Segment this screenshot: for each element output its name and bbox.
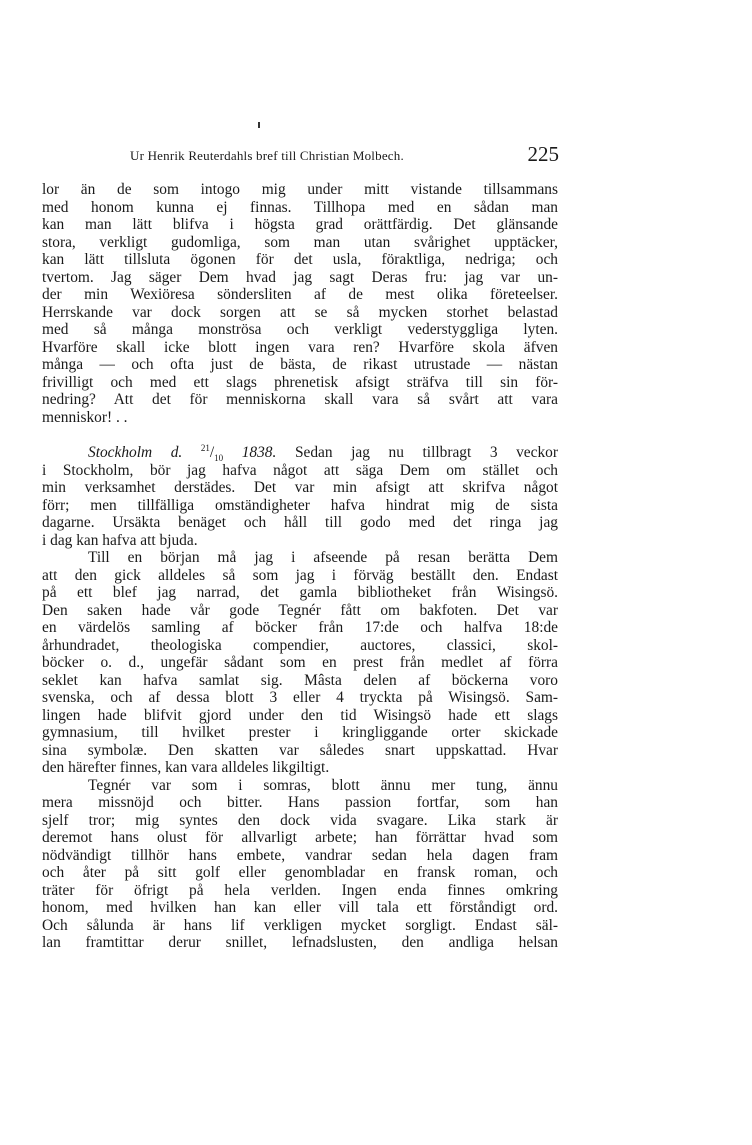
dateline-year: 1838. (241, 444, 277, 461)
text-line: lor än de som intogo mig under mitt vistande tillsammans (42, 181, 558, 198)
text-line: träter för öfrigt på hela verlden. Ingen enda finnes omkring (42, 881, 558, 899)
text-line: kan man lätt blifva i högsta grad orättfärdig. Det glänsande (42, 216, 558, 233)
text-line: Och sålunda är hans lif verkligen mycket sorgligt. Endast säl- (42, 916, 558, 934)
text-line: frivilligt och med ett slags phrenetisk afsigt sträfva till sin för- (42, 373, 558, 391)
text-line: på ett blef jag narrad, det gamla bibliotheket från Wisingsö. (42, 584, 558, 601)
body-text (42, 181, 558, 952)
text-line: många — och ofta just de bästa, de rikast utrustade — nästan (42, 356, 558, 373)
paragraph-2 (42, 462, 558, 550)
page-number: 225 (527, 142, 559, 166)
text-line: Tegnér var som i somras, blott ännu mer tung, ännu (88, 776, 558, 794)
text-line: böcker o. d., ungefär sådant som en prest från medlet af förra (42, 654, 558, 671)
text-line: dagarne. Ursäkta benäget och håll till godo med det ringa jag (42, 514, 558, 531)
text-line: tvertom. Jag säger Dem hvad jag sagt Deras fru: jag var un- (42, 268, 558, 286)
dateline-month: 10 (214, 453, 224, 462)
text-line: den härefter finnes, kan vara alldeles likgiltigt. (42, 759, 330, 776)
text-line: menniskor! . . (42, 408, 128, 426)
paragraph-1 (42, 181, 558, 426)
paragraph-3 (42, 549, 558, 777)
text-line: gymnasium, till hvilket prester i kringliggande orter skickade (42, 724, 558, 741)
text-line: deremot hans olust för allvarligt arbete; han förrättar hvad som (42, 829, 558, 846)
text-line: med så många monströsa och verkligt vederstyggliga lyten. (42, 321, 558, 338)
dateline: Stockholm d. $^{21}/_{10}$ 1838. Sedan jag nu tillbragt 3 veckor (88, 444, 558, 462)
text-line: honom, med hvilken han kan eller vill tala ett förståndigt ord. (42, 899, 558, 916)
paragraph-gap (42, 426, 558, 444)
text-line: att den gick alldeles så som jag i förväg beställt den. Endast (42, 566, 558, 584)
text-line: lan framtittar derur snillet, lefnadslusten, den andliga helsan (42, 934, 558, 951)
text-line: Hvarföre skall icke blott ingen vara ren? Hvarföre skola äfven (42, 338, 558, 356)
text-line: nödvändigt tillhör hans embete, vandrar sedan hela dagen fram (42, 846, 558, 864)
text-line: der min Wexiöresa söndersliten af de mest olika företeelser. (42, 286, 558, 303)
text-line: sjelf tror; mig syntes den dock vida svagare. Lika stark är (42, 811, 558, 829)
text-line: min verksamhet derstädes. Det var min afsigt att skrifva något (42, 479, 558, 496)
text-line: i dag kan hafva att bjuda. (42, 531, 198, 549)
text-line: förr; men tillfälliga omständigheter hafva hindrat mig de sista (42, 496, 558, 514)
text-line: i Stockholm, bör jag hafva något att säga Dem om stället och (42, 461, 558, 479)
text-line: seklet kan hafva samlat sig. Mâsta delen af böckerna voro (42, 671, 558, 689)
text-line: en värdelös samling af böcker från 17:de och halfva 18:de (42, 619, 558, 636)
text-line: nedring? Att det för menniskorna skall vara så svårt att vara (42, 391, 558, 408)
running-title: Ur Henrik Reuterdahls bref till Christian Molbech. (130, 148, 404, 163)
text-line: sina symbolæ. Den skatten var således snart uppskattad. Hvar (42, 741, 558, 759)
text-line: och åter på sitt golf eller genombladar en fransk roman, och (42, 864, 558, 881)
text-line: med honom kunna ej finnas. Tillhopa med en sådan man (42, 198, 558, 216)
text-line: kan lätt tillsluta ögonen för det usla, föraktliga, nedriga; och (42, 251, 558, 268)
paragraph-4 (42, 777, 558, 952)
text-line: Den saken hade vår gode Tegnér fått om bakfoten. Det var (42, 601, 558, 619)
text-line: Till en början må jag i afseende på resan berätta Dem (88, 549, 558, 566)
dateline-text: Sedan jag nu tillbragt 3 veckor (294, 444, 558, 461)
text-line: Herrskande var dock sorgen att se så mycken storhet belastad (42, 303, 558, 321)
text-line: stora, verkligt gudomliga, som man utan svårighet upptäcker, (42, 233, 558, 251)
dateline-day: 21 (200, 444, 210, 453)
text-line: lingen hade blifvit gjord under den tid Wisingsö hade ett slags (42, 706, 558, 724)
printer-mark (258, 122, 260, 128)
dateline-place: Stockholm d. (88, 444, 183, 461)
text-line: mera missnöjd och bitter. Hans passion fortfar, som han (42, 794, 558, 811)
text-line: århundradet, theologiska compendier, auctores, classici, skol- (42, 636, 558, 654)
running-head (130, 144, 559, 166)
text-line: svenska, och af dessa blott 3 eller 4 tryckta på Wisingsö. Sam- (42, 689, 558, 706)
